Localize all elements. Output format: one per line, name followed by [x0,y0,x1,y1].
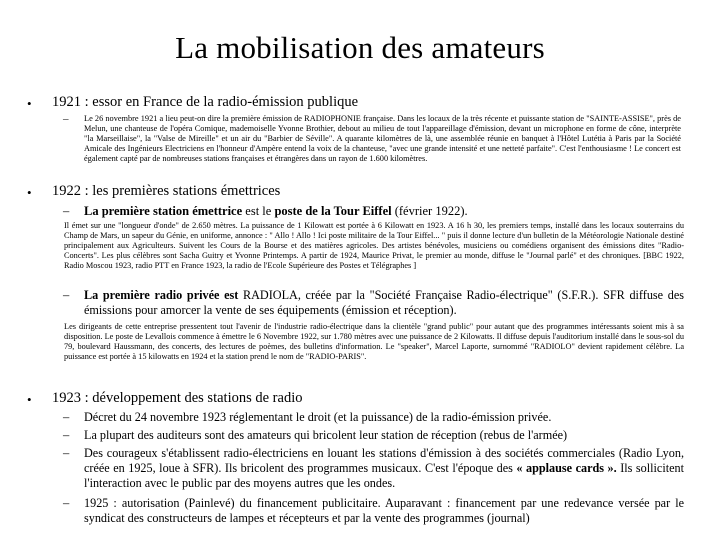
bullet-1921: • [27,96,32,111]
heading-1922: 1922 : les premières stations émettrices [52,183,281,199]
paragraph-first-broadcast: Le 26 novembre 1921 a lieu peut-on dire la première émission de RADIOPHONIE française. Dans les locaux de la très récente et puissante station de "SAINTE-ASSISE", près de Melun, une chanteuse de l'opéra Comique, mademoiselle Yvonne Brothier, debout au milieu de tout l'appareillage d'émission, devant un microphone en forme de cône, interprète "la Marseillaise", la "Valse de Mireille" et un air du "Barbier de Séville". A quarante kilomètres de là, une assemblée réunie en banquet à l'Hôtel Lutétia à Paris par la Société Amicale des Ingénieurs Electriciens en l'honneur d'Ampère entend la voix de la chanteuse, "avec une grande intensité et une netteté parfaite". C'est l'enthousiasme ! Le concert est également capté par de nombreuses stations françaises et étrangères dans un rayon de 1.600 kilomètres. [84,114,681,163]
paragraph-tour-eiffel: Il émet sur une "longueur d'onde" de 2.650 mètres. La puissance de 1 Kilowatt est portée à 6 Kilowatt en 1923. A 16 h 30, les premiers temps, installé dans les locaux souterrains du Champ de Mars, un sapeur du Génie, en uniforme, annonce : " Allo ! Allo ! Ici poste militaire de la Tour Eiffel... " puis il donne lecture d'un bulletin de la Météorologie Nationale destiné principalement aux Agriculteurs. Suivent les Cours de la Bourse et des matières agricoles. Des artistes bénévoles, musiciens ou comédiens organisent des émissions dites "Radio-Concerts". Les plus célèbres sont Sacha Guitry et Yvonne Printemps. A partir de 1924, Maurice Privat, le premier au monde, diffuse le "Journal parlé" et des chroniques. [BBC 1922, Radio Moscou 1923, radio PTT en France 1923, la radio de l'Ecole Supérieure des Postes et Télégraphes ] [64,221,684,270]
heading-1921: 1921 : essor en France de la radio-émission publique [52,94,359,110]
item-financement: 1925 : autorisation (Painlevé) du financement publicitaire. Auparavant : financement par une redevance versée par le syndicat des constructeurs de lampes et récepteurs et par la vente des programmes (journal) [84,496,684,525]
applause-cards: « applause cards ». [516,461,617,475]
paragraph-radiola: Les dirigeants de cette entreprise pressentent tout l'avenir de l'industrie radio-électrique dans la clientèle "grand public" pour autant que des programmes intéressants soient mis à sa disposition. Le poste de Levallois commence à émettre le 6 Novembre 1922, sur 1.780 mètres avec une puissance de 2 Kilowatts. Il diffuse depuis l'auditorium installé dans le sous-sol du 79, boulevard Haussmann, des concerts, des lectures de poèmes, des bulletins d'information. Le "speaker", Marcel Laporte, surnommé "RADIOLO" devient rapidement célèbre. La puissance est portée à 15 kilowatts en 1924 et la station prend le nom de "RADIO-PARIS". [64,322,684,361]
tour-eiffel-lead: La première station émettrice [84,204,243,218]
radiola-text: RADIOLA, créée par la "Société Française Radio-électrique" (S.F.R.). SFR diffuse des émissions pour amorcer la vente de ses équipements (émission et réception). [84,288,684,317]
courageux-end: Ils sollicitent l'interaction avec le public par des moyens autres que les ondes. [84,461,684,490]
slide-title: La mobilisation des amateurs [175,30,545,65]
bullet-1922: • [27,185,32,200]
item-tour-eiffel [84,204,684,219]
dash-courageux: – [63,446,70,460]
dash-tour-eiffel: – [63,204,70,218]
bullet-1923: • [27,392,32,407]
item-courageux [84,446,684,491]
item-radiola [84,288,684,318]
dash-1921-text: – [63,113,69,125]
tour-eiffel-date: (février 1922). [391,204,468,218]
dash-financement: – [63,496,70,510]
radiola-lead: La première radio privée est [84,288,239,302]
dash-radiola: – [63,288,70,302]
tour-eiffel-connector: est le [242,204,275,218]
item-auditeurs: La plupart des auditeurs sont des amateurs qui bricolent leur station de réception (rebus de l'armée) [84,428,568,442]
tour-eiffel-station: poste de la Tour Eiffel [274,204,392,218]
dash-auditeurs: – [63,428,70,442]
courageux-text: Des courageux s'établissent radio-électriciens en louant les stations d'émission à des sociétés commerciales (Radio Lyon, créée en 1925, loue à SFR). Ils bricolent des programmes musicaux. C'est l'époque des [84,446,684,475]
item-decret: Décret du 24 novembre 1923 réglementant le droit (et la puissance) de la radio-émission privée. [84,410,552,424]
dash-decret: – [63,410,70,424]
heading-1923: 1923 : développement des stations de radio [52,390,303,406]
